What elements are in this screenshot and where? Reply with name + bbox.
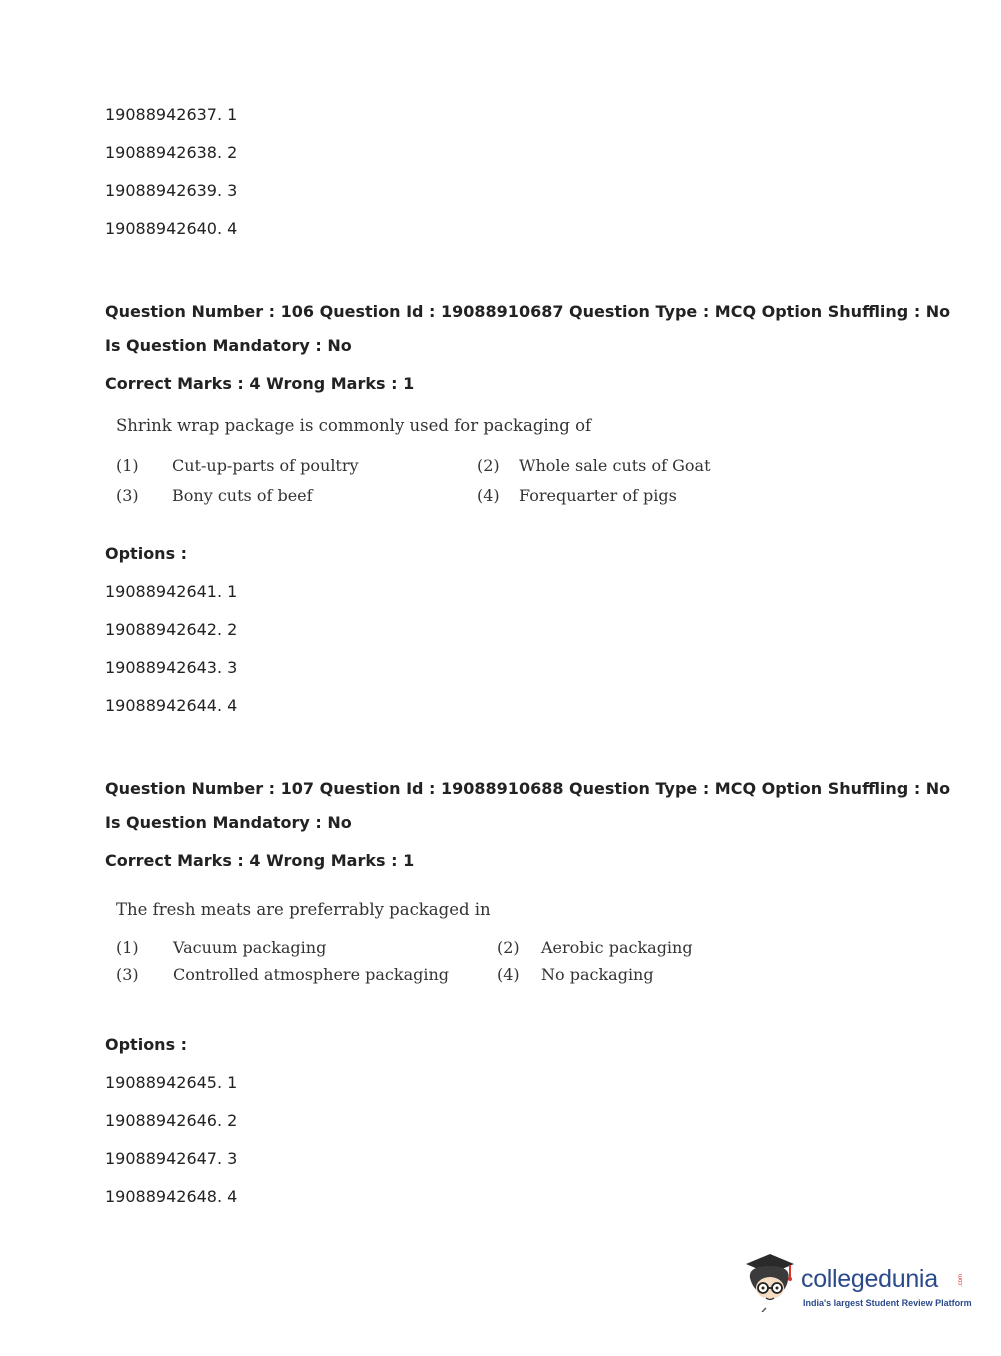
question-text: Shrink wrap package is commonly used for packaging of xyxy=(116,416,592,435)
option-line: 19088942639. 3 xyxy=(105,181,238,200)
question-mandatory: Is Question Mandatory : No xyxy=(105,336,352,355)
choice-number: (2) xyxy=(477,456,500,475)
option-line: 19088942647. 3 xyxy=(105,1149,238,1168)
choice-number: (1) xyxy=(116,938,139,957)
option-line: 19088942642. 2 xyxy=(105,620,238,639)
question-header: Question Number : 107 Question Id : 19088910688 Question Type : MCQ Option Shuffling : No xyxy=(105,779,951,798)
choice-number: (4) xyxy=(497,965,520,984)
choice-label: Forequarter of pigs xyxy=(519,486,677,505)
choice-number: (3) xyxy=(116,486,139,505)
choice-number: (3) xyxy=(116,965,139,984)
option-line: 19088942640. 4 xyxy=(105,219,238,238)
option-line: 19088942645. 1 xyxy=(105,1073,238,1092)
question-mandatory: Is Question Mandatory : No xyxy=(105,813,352,832)
question-marks: Correct Marks : 4 Wrong Marks : 1 xyxy=(105,374,415,393)
choice-label: No packaging xyxy=(541,965,654,984)
question-header: Question Number : 106 Question Id : 19088910687 Question Type : MCQ Option Shuffling : No xyxy=(105,302,951,321)
option-line: 19088942641. 1 xyxy=(105,582,238,601)
option-line: 19088942648. 4 xyxy=(105,1187,238,1206)
option-line: 19088942643. 3 xyxy=(105,658,238,677)
choice-label: Aerobic packaging xyxy=(541,938,693,957)
option-line: 19088942638. 2 xyxy=(105,143,238,162)
choice-number: (2) xyxy=(497,938,520,957)
option-line: 19088942646. 2 xyxy=(105,1111,238,1130)
logo-tagline: India's largest Student Review Platform xyxy=(803,1298,972,1308)
logo-suffix: .com xyxy=(958,1274,964,1288)
options-label: Options : xyxy=(105,1035,188,1054)
choice-label: Controlled atmosphere packaging xyxy=(173,965,450,984)
choice-label: Whole sale cuts of Goat xyxy=(519,456,711,475)
choice-label: Vacuum packaging xyxy=(173,938,327,957)
options-label: Options : xyxy=(105,544,188,563)
logo-mascot-icon xyxy=(740,1248,800,1312)
question-marks: Correct Marks : 4 Wrong Marks : 1 xyxy=(105,851,415,870)
option-line: 19088942644. 4 xyxy=(105,696,238,715)
logo-wordmark: collegedunia xyxy=(801,1265,938,1293)
choice-number: (1) xyxy=(116,456,139,475)
choice-label: Cut-up-parts of poultry xyxy=(172,456,359,475)
choice-number: (4) xyxy=(477,486,500,505)
question-text: The fresh meats are preferrably packaged in xyxy=(116,900,491,919)
option-line: 19088942637. 1 xyxy=(105,105,238,124)
choice-label: Bony cuts of beef xyxy=(172,486,313,505)
